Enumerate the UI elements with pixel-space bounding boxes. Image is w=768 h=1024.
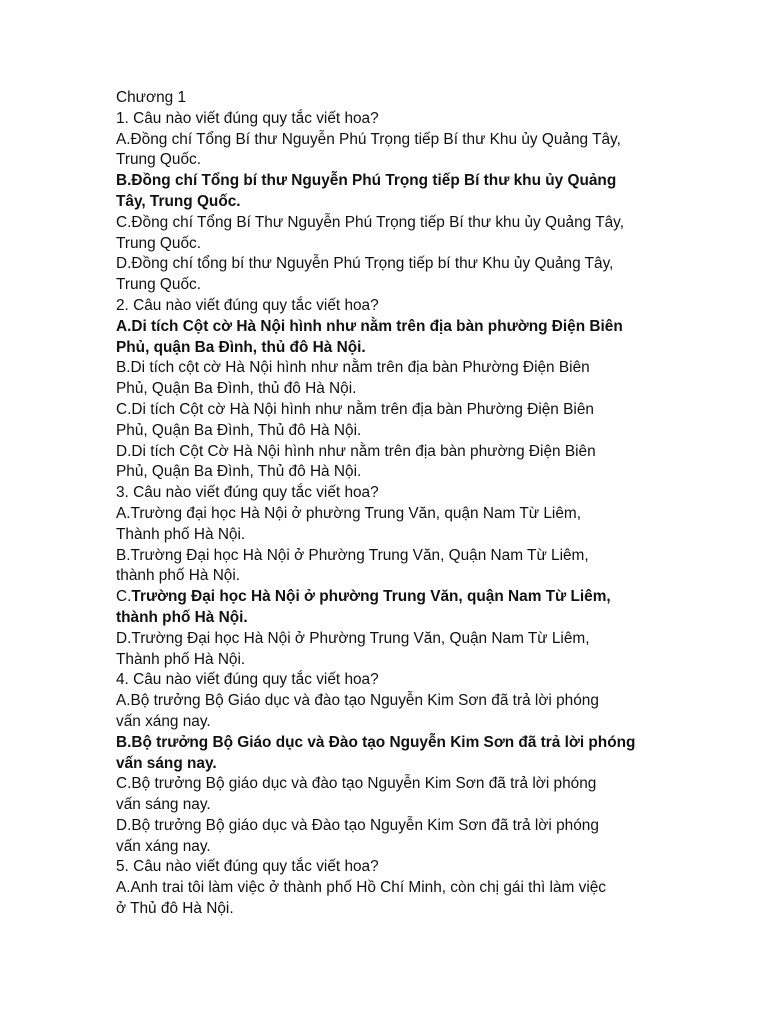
text-line: Trung Quốc. (116, 234, 201, 252)
text-line: B.Đồng chí Tổng bí thư Nguyễn Phú Trọng tiếp Bí thư khu ủy Quảng (116, 172, 617, 190)
text-line: 4. Câu nào viết đúng quy tắc viết hoa? (116, 671, 379, 689)
text-line: C.Bộ trưởng Bộ giáo dục và đào tạo Nguyễn Kim Sơn đã trả lời phóng (116, 775, 597, 793)
text-line: D.Đồng chí tổng bí thư Nguyễn Phú Trọng tiếp bí thư Khu ủy Quảng Tây, (116, 255, 614, 273)
text-line: ở Thủ đô Hà Nội. (116, 900, 234, 918)
text-line: A.Đồng chí Tổng Bí thư Nguyễn Phú Trọng tiếp Bí thư Khu ủy Quảng Tây, (116, 130, 621, 148)
text-line: B.Bộ trưởng Bộ Giáo dục và Đào tạo Nguyễn Kim Sơn đã trả lời phóng (116, 733, 636, 751)
text-line: D.Trường Đại học Hà Nội ở Phường Trung Văn, Quận Nam Từ Liêm, (116, 629, 590, 647)
text-line: Trung Quốc. (116, 276, 201, 294)
text-line (116, 587, 668, 608)
option-letter: C. (116, 588, 132, 606)
text-line: Trung Quốc. (116, 151, 201, 169)
text-line: Phủ, Quận Ba Đình, Thủ đô Hà Nội. (116, 421, 362, 439)
text-line: A.Trường đại học Hà Nội ở phường Trung Văn, quận Nam Từ Liêm, (116, 504, 581, 522)
text-line: vấn sáng nay. (116, 754, 217, 772)
text-line: vấn xáng nay. (116, 837, 211, 855)
option-text: Trường Đại học Hà Nội ở phường Trung Văn, quận Nam Từ Liêm, (131, 588, 611, 606)
text-line: A.Di tích Cột cờ Hà Nội hình như nằm trên địa bàn phường Điện Biên (116, 317, 623, 335)
text-line: 5. Câu nào viết đúng quy tắc viết hoa? (116, 858, 379, 876)
text-line: A.Anh trai tôi làm việc ở thành phố Hồ Chí Minh, còn chị gái thì làm việc (116, 879, 606, 897)
text-line: thành phố Hà Nội. (116, 608, 248, 626)
text-line: 3. Câu nào viết đúng quy tắc viết hoa? (116, 484, 379, 502)
document-body (116, 109, 668, 920)
text-line: thành phố Hà Nội. (116, 567, 241, 585)
text-line: 1. Câu nào viết đúng quy tắc viết hoa? (116, 109, 379, 127)
text-line: Phủ, Quận Ba Đình, Thủ đô Hà Nội. (116, 463, 362, 481)
text-line: Thành phố Hà Nội. (116, 650, 246, 668)
text-line: vấn xáng nay. (116, 712, 211, 730)
text-line: vấn sáng nay. (116, 796, 211, 814)
text-line: C.Di tích Cột cờ Hà Nội hình như nằm trên địa bàn Phường Điện Biên (116, 400, 594, 418)
text-line: Phủ, Quận Ba Đình, thủ đô Hà Nội. (116, 380, 357, 398)
text-line: C.Đồng chí Tổng Bí Thư Nguyễn Phú Trọng tiếp Bí thư khu ủy Quảng Tây, (116, 213, 624, 231)
text-line: B.Di tích cột cờ Hà Nội hình như nằm trên địa bàn Phường Điện Biên (116, 359, 590, 377)
text-line: Tây, Trung Quốc. (116, 192, 241, 210)
text-line: 2. Câu nào viết đúng quy tắc viết hoa? (116, 296, 379, 314)
text-line: A.Bộ trưởng Bộ Giáo dục và đào tạo Nguyễn Kim Sơn đã trả lời phóng (116, 692, 599, 710)
text-line: B.Trường Đại học Hà Nội ở Phường Trung Văn, Quận Nam Từ Liêm, (116, 546, 589, 564)
text-line: D.Di tích Cột Cờ Hà Nội hình như nằm trên địa bàn phường Điện Biên (116, 442, 596, 460)
text-line: Thành phố Hà Nội. (116, 525, 246, 543)
chapter-title: Chương 1 (116, 89, 187, 106)
text-line: D.Bộ trưởng Bộ giáo dục và Đào tạo Nguyễn Kim Sơn đã trả lời phóng (116, 816, 599, 834)
text-line: Phủ, quận Ba Đình, thủ đô Hà Nội. (116, 338, 366, 356)
